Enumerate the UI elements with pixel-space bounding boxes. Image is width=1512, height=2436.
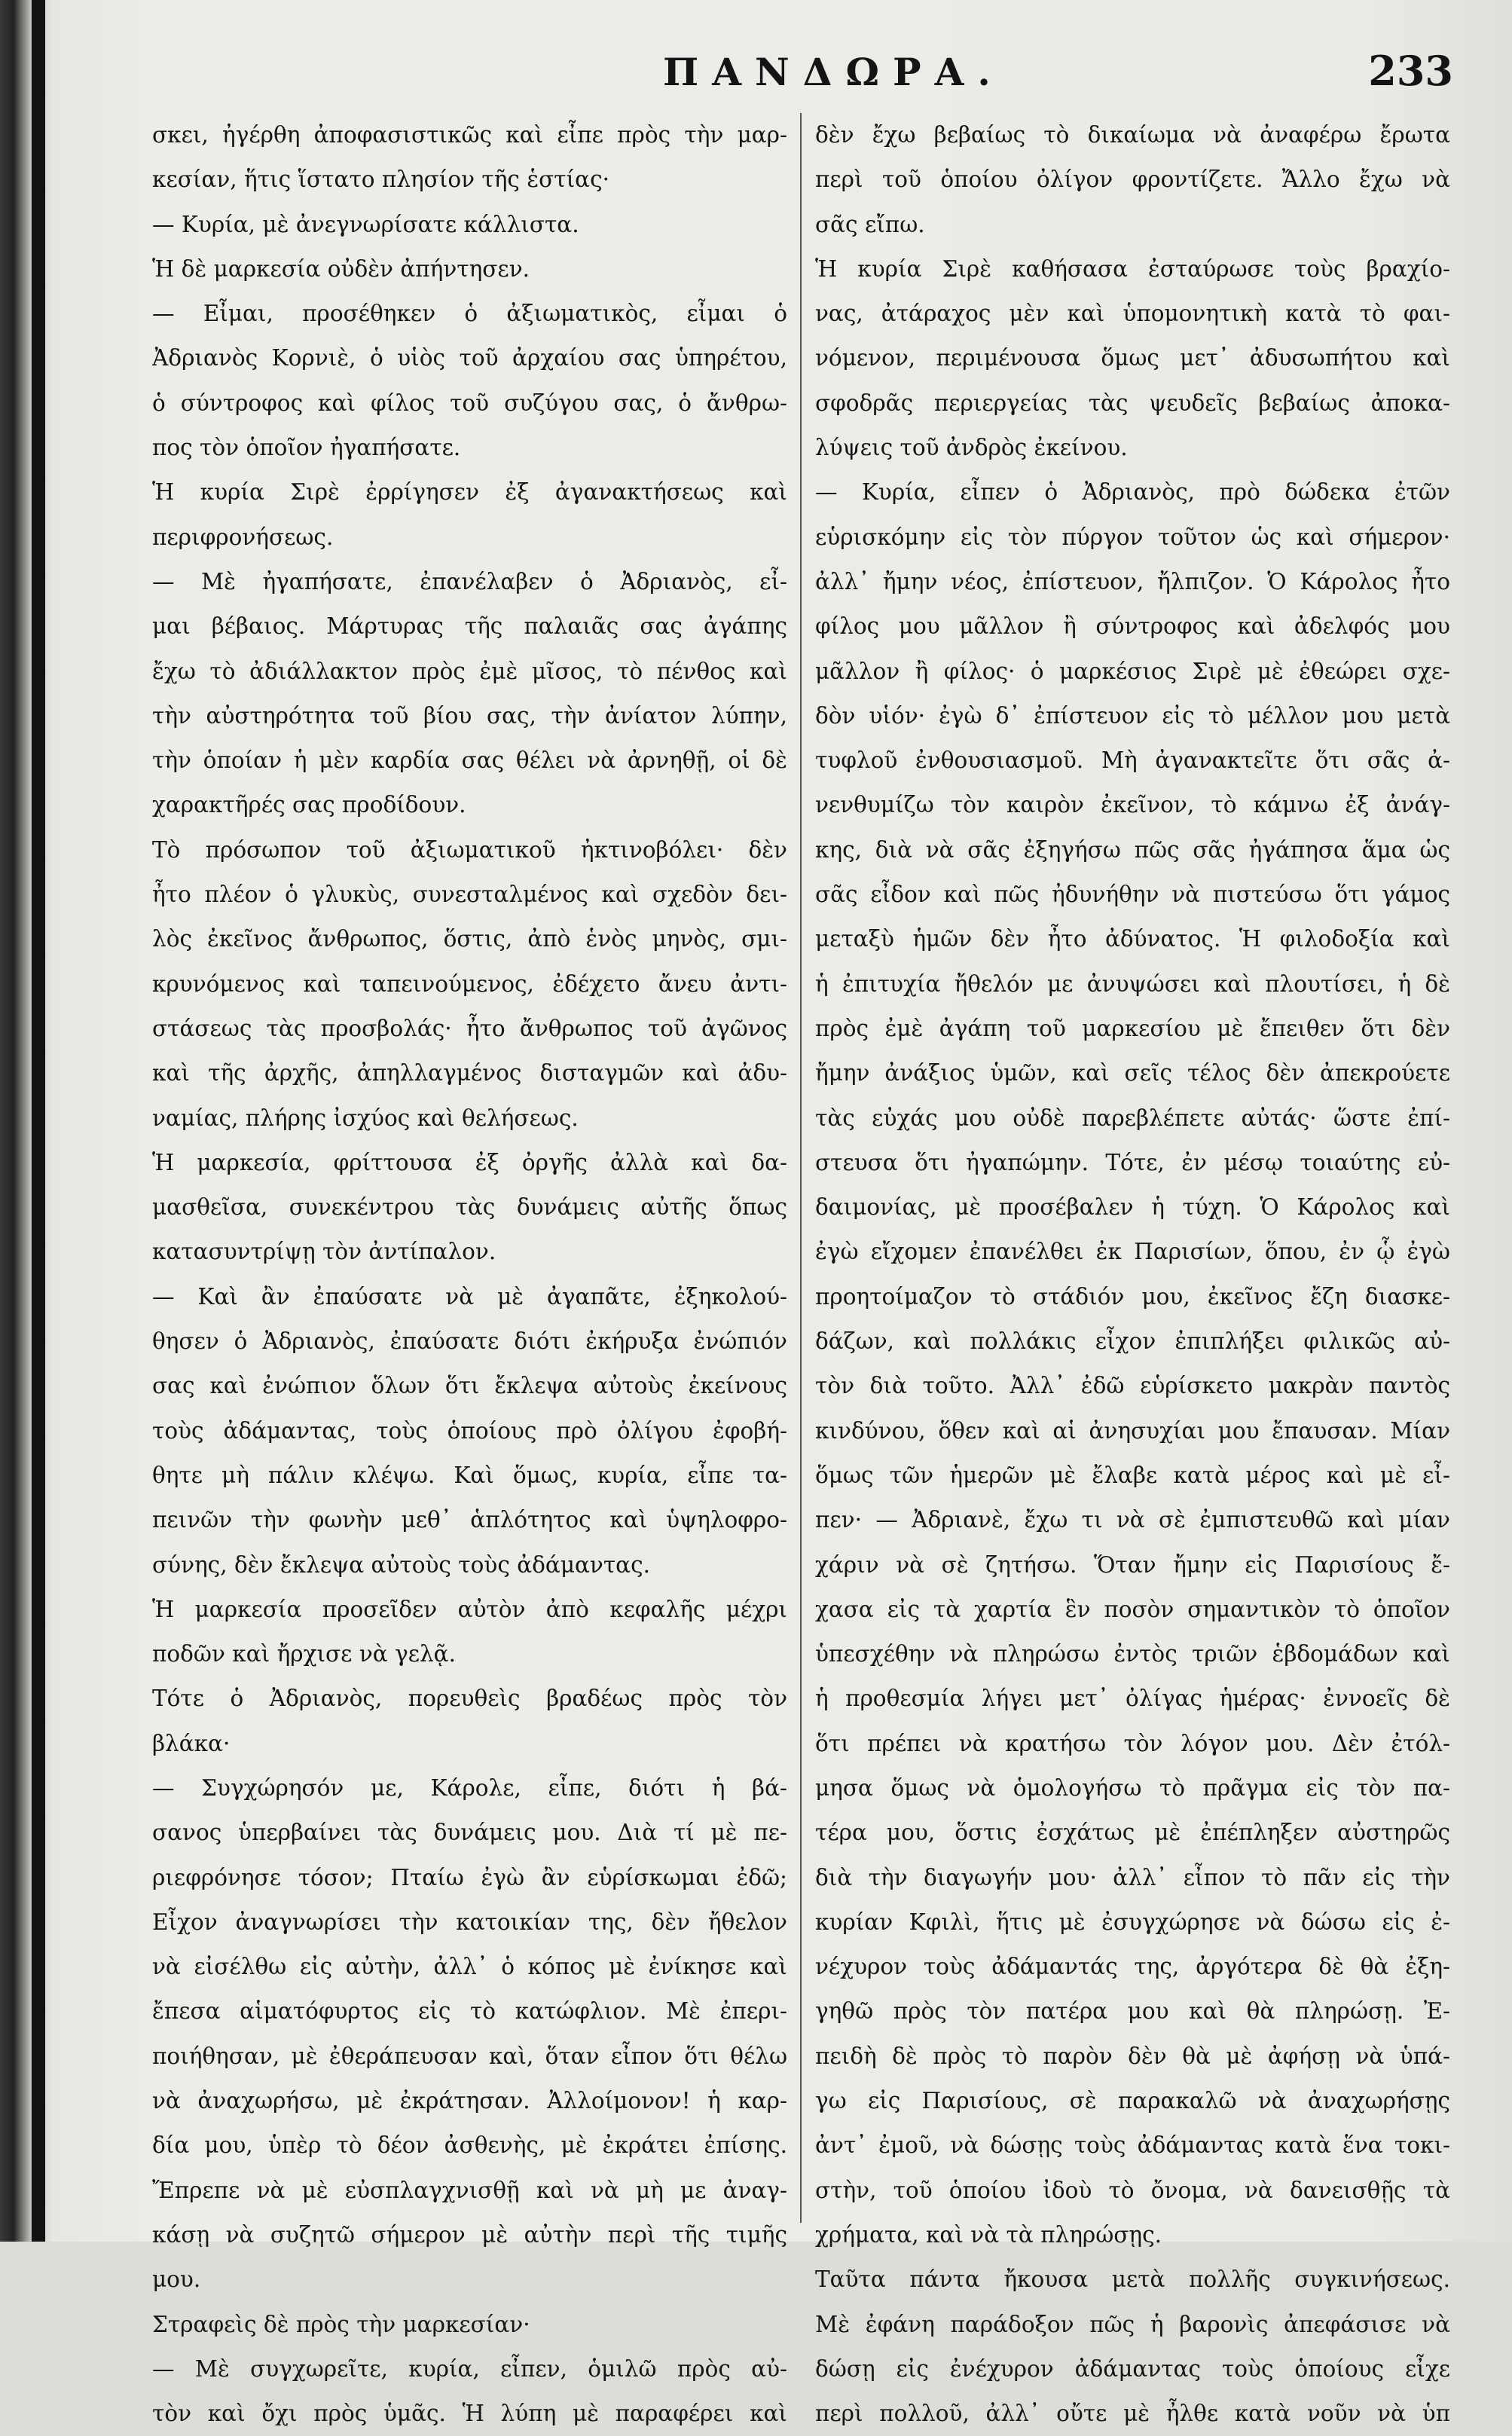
text-line: πος τὸν ὁποῖον ἠγαπήσατε.	[152, 435, 461, 461]
text-line: σᾶς εἴπω.	[815, 211, 925, 237]
text-line: χάριν νὰ σὲ ζητήσω. Ὅταν ἤμην εἰς Παρισίους ἔ-	[815, 1551, 1450, 1578]
text-line: περιφρονήσεως.	[152, 524, 334, 550]
text-line: ἡ προθεσμία λήγει μετ᾽ ὀλίγας ἡμέρας· ἐννοεῖς δὲ	[815, 1686, 1450, 1712]
text-line: — Μὲ συγχωρεῖτε, κυρία, εἶπεν, ὁμιλῶ πρὸς αὐ-	[152, 2355, 787, 2382]
text-line: στάσεως τὰς προσβολάς· ἦτο ἄνθρωπος τοῦ ἀγῶνος	[152, 1015, 787, 1041]
text-line: τὴν αὐστηρότητα τοῦ βίου σας, τὴν ἀνίατον λύπην,	[152, 702, 787, 729]
text-line: ὁ σύντροφος καὶ φίλος τοῦ συζύγου σας, ὁ ἄνθρω-	[152, 390, 787, 416]
text-line: — Κυρία, εἶπεν ὁ Ἀδριανὸς, πρὸ δώδεκα ἐτῶν	[815, 479, 1450, 506]
text-line: ποιήθησαν, μὲ ἐθεράπευσαν καὶ, ὅταν εἶπον ὅτι θέλω	[152, 2043, 787, 2069]
text-line: Εἶχον ἀναγνωρίσει τὴν κατοικίαν της, δὲν ἤθελον	[152, 1909, 787, 1935]
text-line: νας, ἀτάραχος μὲν καὶ ὑπομονητικὴ κατὰ τὸ φαι-	[815, 301, 1450, 327]
text-line: ἔχω τὸ ἀδιάλλακτον πρὸς ἐμὲ μῖσος, τὸ πένθος καὶ	[152, 658, 787, 684]
text-line: Ἀδριανὸς Κορνιὲ, ὁ υἱὸς τοῦ ἀρχαίου σας ὑπηρέτου,	[152, 345, 787, 371]
text-line: στὴν, τοῦ ὁποίου ἰδοὺ τὸ ὄνομα, νὰ δανεισθῇς τὰ	[815, 2177, 1450, 2203]
text-line: τὸν διὰ τοῦτο. Ἀλλ᾽ ἐδῶ εὑρίσκετο μακρὰν παντὸς	[815, 1373, 1450, 1399]
text-line: Στραφεὶς δὲ πρὸς τὴν μαρκεσίαν·	[152, 2311, 530, 2337]
text-line: Ἡ μαρκεσία προσεῖδεν αὐτὸν ἀπὸ κεφαλῆς μέχρι	[152, 1596, 787, 1622]
right-text-column	[815, 113, 1450, 2436]
page-header	[151, 44, 1453, 104]
text-line: γηθῶ πρὸς τὸν πατέρα μου καὶ θὰ πληρώσῃ. Ἐ-	[815, 1998, 1450, 2025]
text-line: κυρίαν Κφιλὶ, ἥτις μὲ ἐσυγχώρησε νὰ δώσω εἰς ἐ-	[815, 1909, 1450, 1935]
text-line: ἡ ἐπιτυχία ἤθελόν με ἀνυψώσει καὶ πλουτίσει, ἡ δὲ	[815, 970, 1450, 997]
text-line: σανος ὑπερβαίνει τὰς δυνάμεις μου. Διὰ τί μὲ πε-	[152, 1820, 787, 1846]
text-line: Τότε ὁ Ἀδριανὸς, πορευθεὶς βραδέως πρὸς τὸν	[152, 1686, 787, 1712]
text-line: ποδῶν καὶ ἤρχισε νὰ γελᾷ.	[152, 1641, 456, 1667]
text-line: ὑπεσχέθην νὰ πληρώσω ἐντὸς τριῶν ἑβδομάδων καὶ	[815, 1641, 1450, 1667]
column-divider	[800, 113, 802, 2223]
text-line: δία μου, ὑπὲρ τὸ δέον ἀσθενὴς, μὲ ἐκράτει ἐπίσης.	[152, 2132, 787, 2159]
text-line: νενθυμίζω τὸν καιρὸν ἐκεῖνον, τὸ κάμνω ἐξ ἀνάγ-	[815, 792, 1450, 818]
text-line: ἔπεσα αἱματόφυρτος εἰς τὸ κατώφλιον. Μὲ ἐπερι-	[152, 1998, 787, 2025]
text-line: σύνης, δὲν ἔκλεψα αὐτοὺς τοὺς ἀδάμαντας.	[152, 1551, 650, 1578]
text-line: περὶ πολλοῦ, ἀλλ᾽ οὔτε μὲ ἦλθε κατὰ νοῦν νὰ ὑπ	[815, 2401, 1450, 2427]
text-line: Ἡ μαρκεσία, φρίττουσα ἐξ ὀργῆς ἀλλὰ καὶ δα-	[152, 1149, 787, 1175]
book-spine-shadow	[32, 0, 45, 2242]
text-line: δάζων, καὶ πολλάκις εἶχον ἐπιπλήξει φιλικῶς αὐ-	[815, 1328, 1450, 1355]
text-line: — Εἶμαι, προσέθηκεν ὁ ἀξιωματικὸς, εἶμαι ὁ	[152, 301, 787, 327]
text-line: νόμενον, περιμένουσα ὅμως μετ᾽ ἀδυσωπήτου καὶ	[815, 345, 1450, 371]
text-line: εὑρισκόμην εἰς τὸν πύργον τοῦτον ὡς καὶ σήμερον·	[815, 524, 1450, 550]
text-line: νὰ ἀναχωρήσω, μὲ ἐκράτησαν. Ἀλλοίμονον! ἡ καρ-	[152, 2088, 787, 2114]
text-line: φίλος μου μᾶλλον ἢ σύντροφος καὶ ἀδελφός μου	[815, 613, 1450, 640]
text-line: μου.	[152, 2266, 201, 2293]
text-line: ὅτι πρέπει νὰ κρατήσω τὸν λόγον μου. Δὲν ἐτόλ-	[815, 1730, 1450, 1756]
text-line: θητε μὴ πάλιν κλέψω. Καὶ ὅμως, κυρία, εἶπε τα-	[152, 1462, 787, 1488]
text-line: Ἡ κυρία Σιρὲ καθήσασα ἐσταύρωσε τοὺς βραχίο-	[815, 255, 1450, 282]
text-line: τοὺς ἀδάμαντας, τοὺς ὁποίους πρὸ ὀλίγου ἐφοβή-	[152, 1417, 787, 1444]
text-line: χαρακτῆρές σας προδίδουν.	[152, 792, 466, 818]
text-line: κρυνόμενος καὶ ταπεινούμενος, ἐδέχετο ἄνευ ἀντι-	[152, 970, 787, 997]
text-line: — Συγχώρησόν με, Κάρολε, εἶπε, διότι ἡ βά-	[152, 1774, 787, 1801]
text-line: πρὸς ἐμὲ ἀγάπη τοῦ μαρκεσίου μὲ ἔπειθεν ὅτι δὲν	[815, 1015, 1450, 1041]
left-text-column	[152, 113, 787, 2436]
text-line: Μὲ ἐφάνη παράδοξον πῶς ἡ βαρονὶς ἀπεφάσισε νὰ	[815, 2311, 1450, 2337]
text-line: ὅμως τῶν ἡμερῶν μὲ ἔλαβε κατὰ μέρος καὶ μὲ εἶ-	[815, 1462, 1450, 1488]
text-line: κεσίαν, ἥτις ἵστατο πλησίον τῆς ἑστίας·	[152, 167, 609, 193]
text-line: σκει, ἠγέρθη ἀποφασιστικῶς καὶ εἶπε πρὸς τὴν μαρ-	[152, 122, 787, 148]
text-line: σας καὶ ἐνώπιον ὅλων ὅτι ἔκλεψα αὐτοὺς ἐκείνους	[152, 1373, 787, 1399]
text-line: νέχυρον τοὺς ἀδάμαντάς της, ἀργότερα δὲ θὰ ἐξη-	[815, 1954, 1450, 1980]
text-line: λὸς ἐκεῖνος ἄνθρωπος, ὅστις, ἀπὸ ἑνὸς μηνὸς, σμι-	[152, 926, 787, 952]
text-line: τὴν ὁποίαν ἡ μὲν καρδία σας θέλει νὰ ἀρνηθῇ, οἱ δὲ	[152, 747, 787, 774]
text-line: — Κυρία, μὲ ἀνεγνωρίσατε κάλλιστα.	[152, 211, 579, 237]
text-line: βλάκα·	[152, 1730, 231, 1756]
text-line: — Καὶ ἂν ἐπαύσατε νὰ μὲ ἀγαπᾶτε, ἐξηκολού-	[152, 1283, 787, 1310]
text-line: ναμίας, πλήρης ἰσχύος καὶ θελήσεως.	[152, 1105, 579, 1131]
text-line: τυφλοῦ ἐνθουσιασμοῦ. Μὴ ἀγανακτεῖτε ὅτι σᾶς ἀ-	[815, 747, 1450, 774]
running-title: ΠΑΝΔΩΡΑ.	[663, 50, 1004, 94]
text-line: ἐγὼ εἴχομεν ἐπανέλθει ἐκ Παρισίων, ὅπου, ἐν ᾧ ἐγὼ	[815, 1239, 1450, 1265]
text-line: ἤμην ἀνάξιος ὑμῶν, καὶ σεῖς τέλος δὲν ἀπεκρούετε	[815, 1060, 1450, 1087]
text-line: μασθεῖσα, συνεκέντρου τὰς δυνάμεις αὐτῆς ὅπως	[152, 1194, 787, 1221]
text-line: μεταξὺ ἡμῶν δὲν ἦτο ἀδύνατος. Ἡ φιλοδοξία καὶ	[815, 926, 1450, 952]
text-line: κης, διὰ νὰ σᾶς ἐξηγήσω πῶς σᾶς ἠγάπησα ἅμα ὡς	[815, 836, 1450, 863]
text-line: δώσῃ εἰς ἐνέχυρον ἀδάμαντας τοὺς ὁποίους εἶχε	[815, 2355, 1450, 2382]
text-line: περὶ τοῦ ὁποίου ὀλίγον φροντίζετε. Ἄλλο ἔχω νὰ	[815, 167, 1450, 193]
text-line: ἀλλ᾽ ἤμην νέος, ἐπίστευον, ἤλπιζον. Ὁ Κάρολος ἦτο	[815, 568, 1450, 594]
text-line: δὲν ἔχω βεβαίως τὸ δικαίωμα νὰ ἀναφέρω ἔρωτα	[815, 122, 1450, 148]
text-line: τὰς εὐχάς μου οὐδὲ παρεβλέπετε αὐτάς· ὥστε ἐπί-	[815, 1105, 1450, 1131]
text-line: ἀντ᾽ ἐμοῦ, νὰ δώσῃς τοὺς ἀδάμαντας κατὰ ἕνα τοκι-	[815, 2132, 1450, 2159]
text-line: πειδὴ δὲ πρὸς τὸ παρὸν δὲν θὰ μὲ ἀφήσῃ νὰ ὑπά-	[815, 2043, 1450, 2069]
text-line: μᾶλλον ἢ φίλος· ὁ μαρκέσιος Σιρὲ μὲ ἐθεώρει σχε-	[815, 658, 1450, 684]
text-line: σφοδρᾶς περιεργείας τὰς ψευδεῖς βεβαίως ἀποκα-	[815, 390, 1450, 416]
text-line: δαιμονίας, μὲ προσέβαλεν ἡ τύχη. Ὁ Κάρολος καὶ	[815, 1194, 1450, 1221]
text-line: κινδύνου, ὅθεν καὶ αἱ ἀνησυχίαι μου ἔπαυσαν. Μίαν	[815, 1417, 1450, 1444]
text-line: τὸν καὶ ὄχι πρὸς ὑμᾶς. Ἡ λύπη μὲ παραφέρει καὶ	[152, 2401, 787, 2427]
page-number: 233	[1368, 47, 1453, 95]
text-line: πεινῶν τὴν φωνὴν μεθ᾽ ἁπλότητος καὶ ὑψηλοφρο-	[152, 1507, 787, 1533]
text-line: λύψεις τοῦ ἀνδρὸς ἐκείνου.	[815, 435, 1128, 461]
text-line: Ἡ δὲ μαρκεσία οὐδὲν ἀπήντησεν.	[152, 255, 530, 282]
text-line: Ἡ κυρία Σιρὲ ἐρρίγησεν ἐξ ἀγανακτήσεως καὶ	[152, 479, 787, 506]
text-line: ἦτο πλέον ὁ γλυκὺς, συνεσταλμένος καὶ σχεδὸν δει-	[152, 882, 787, 908]
text-line: μησα ὅμως νὰ ὁμολογήσω τὸ πρᾶγμα εἰς τὸν πα-	[815, 1774, 1450, 1801]
text-line: διὰ τὴν διαγωγήν μου· ἀλλ᾽ εἶπον τὸ πᾶν εἰς τὴν	[815, 1864, 1450, 1890]
text-line: χασα εἰς τὰ χαρτία ἓν ποσὸν σημαντικὸν τὸ ὁποῖον	[815, 1596, 1450, 1622]
text-line: — Μὲ ἠγαπήσατε, ἐπανέλαβεν ὁ Ἀδριανὸς, εἶ-	[152, 568, 787, 594]
text-line: Ἔπρεπε νὰ μὲ εὐσπλαγχνισθῇ καὶ νὰ μὴ με ἀναγ-	[152, 2177, 787, 2203]
text-line: σᾶς εἶδον καὶ πῶς ἠδυνήθην νὰ πιστεύσω ὅτι γάμος	[815, 882, 1450, 908]
text-line: χρήματα, καὶ νὰ τὰ πληρώσῃς.	[815, 2221, 1162, 2248]
text-line: γω εἰς Παρισίους, σὲ παρακαλῶ νὰ ἀναχωρήσῃς	[815, 2088, 1450, 2114]
text-line: προητοίμαζον τὸ στάδιόν μου, ἐκεῖνος ἔζη διασκε-	[815, 1283, 1450, 1310]
text-line: καὶ τῆς ἀρχῆς, ἀπηλλαγμένος δισταγμῶν καὶ ἀδυ-	[152, 1060, 787, 1087]
text-line: πεν· — Ἀδριανὲ, ἔχω τι νὰ σὲ ἐμπιστευθῶ καὶ μίαν	[815, 1507, 1450, 1533]
text-line: θησεν ὁ Ἀδριανὸς, ἐπαύσατε διότι ἐκήρυξα ἐνώπιόν	[152, 1328, 787, 1355]
text-line: μαι βέβαιος. Μάρτυρας τῆς παλαιᾶς σας ἀγάπης	[152, 613, 787, 640]
text-line: Τὸ πρόσωπον τοῦ ἀξιωματικοῦ ἠκτινοβόλει· δὲν	[152, 836, 787, 863]
text-line: στευσα ὅτι ἠγαπώμην. Τότε, ἐν μέσῳ τοιαύτης εὐ-	[815, 1149, 1450, 1175]
text-line: ριεφρόνησε τόσον; Πταίω ἐγὼ ἂν εὑρίσκωμαι ἐδῶ;	[152, 1864, 787, 1890]
text-line: νὰ εἰσέλθω εἰς αὐτὴν, ἀλλ᾽ ὁ κόπος μὲ ἐνίκησε καὶ	[152, 1954, 787, 1980]
text-line: κατασυντρίψῃ τὸν ἀντίπαλον.	[152, 1239, 496, 1265]
text-line: κάσῃ νὰ συζητῶ σήμερον μὲ αὐτὴν περὶ τῆς τιμῆς	[152, 2221, 787, 2248]
text-line: τέρα μου, ὅστις ἐσχάτως μὲ ἐπέπληξεν αὐστηρῶς	[815, 1820, 1450, 1846]
text-line: Ταῦτα πάντα ἤκουσα μετὰ πολλῆς συγκινήσεως.	[815, 2266, 1450, 2293]
text-line: δὸν υἱόν· ἐγὼ δ᾽ ἐπίστευον εἰς τὸ μέλλον μου μετὰ	[815, 702, 1450, 729]
